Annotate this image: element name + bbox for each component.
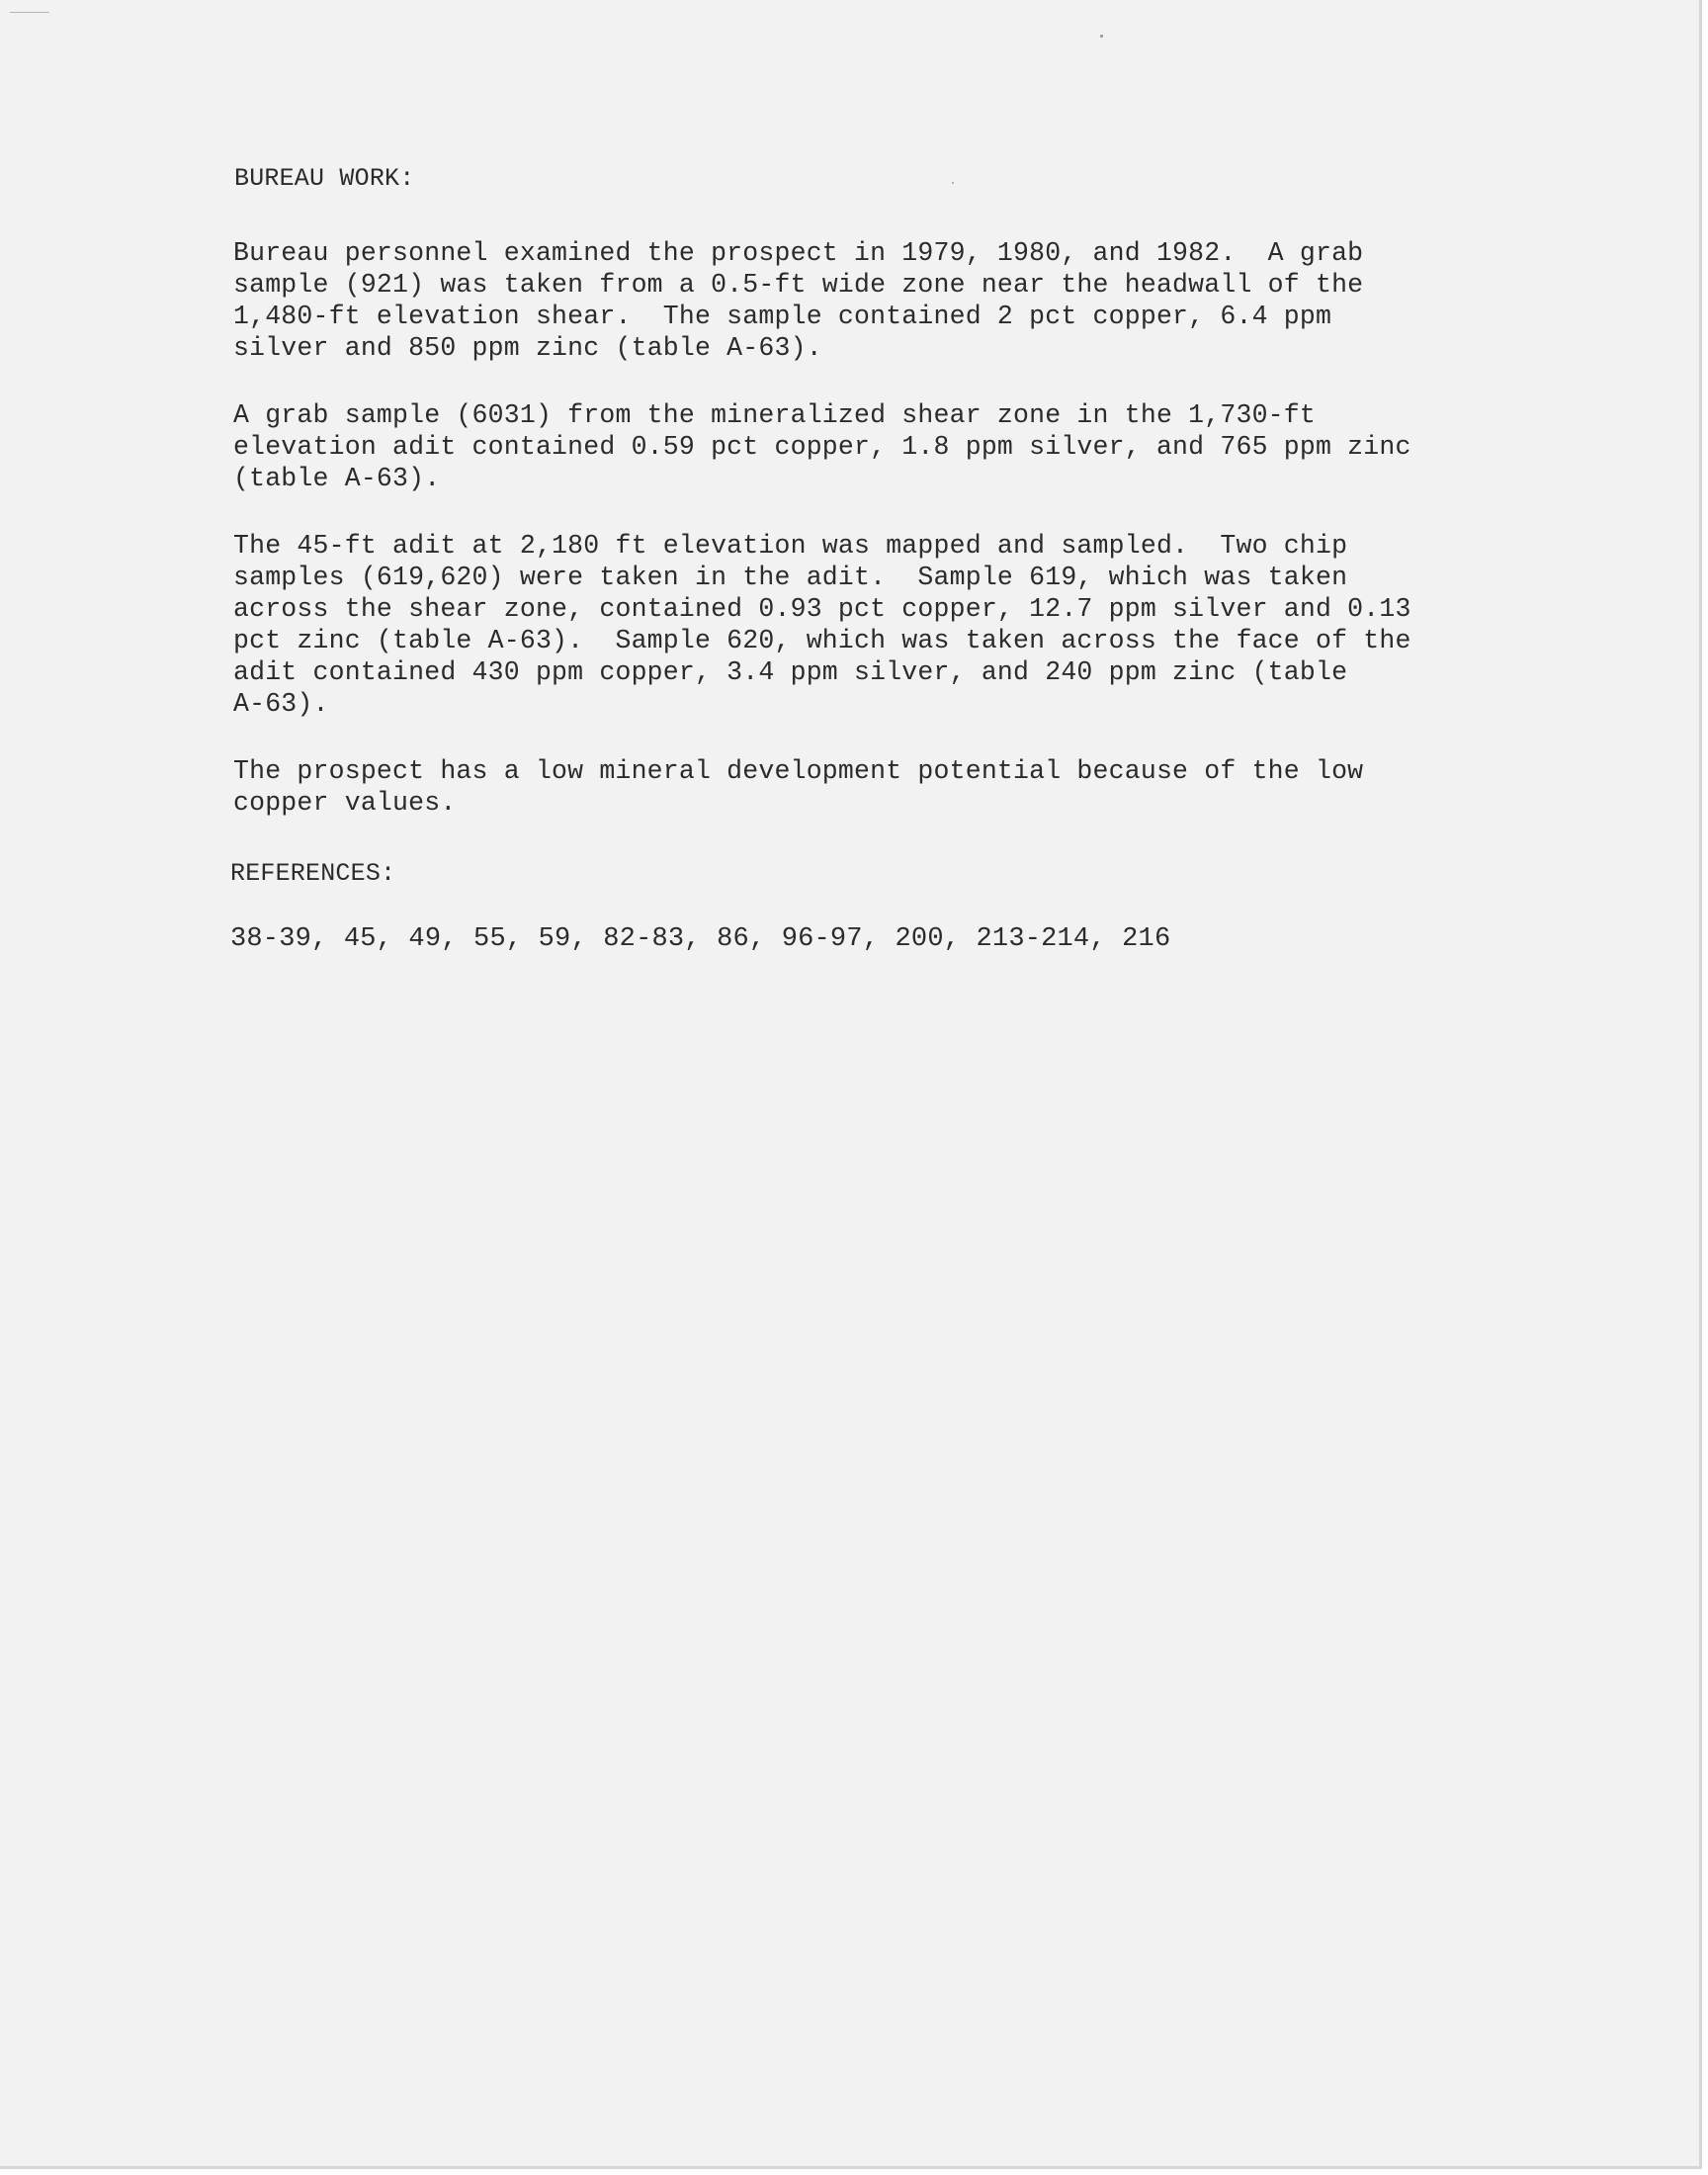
paragraph-grab-sample: A grab sample (6031) from the mineralized shear zone in the 1,730-ft elevation adit contained 0.59 pct copper, 1.8 ppm silver, and 765 ppm zinc (table A-63). (233, 400, 1411, 493)
document-body (230, 163, 1515, 955)
scan-speck (1100, 35, 1103, 38)
paragraph-sampling-history: Bureau personnel examined the prospect in 1979, 1980, and 1982. A grab sample (921) was taken from a 0.5-ft wide zone near the headwall of the 1,480-ft elevation shear. The sample contained 2 pct copper, 6.4 ppm silver and 850 ppm zinc (table A-63). (233, 238, 1364, 363)
scan-speck (10, 12, 49, 13)
references-list: 38-39, 45, 49, 55, 59, 82-83, 86, 96-97, 200, 213-214, 216 (230, 924, 1171, 954)
references-heading: REFERENCES: (230, 859, 396, 888)
bureau-work-heading: BUREAU WORK: (234, 164, 415, 193)
paragraph-adit-mapping: The 45-ft adit at 2,180 ft elevation was mapped and sampled. Two chip samples (619,620) were taken in the adit. Sample 619, which was taken across the shear zone, contained 0.93 pct copper, 12.7 ppm silver and 0.13 pct zinc (table A-63). Sample 620, which was taken across the face of the adit contained 430 ppm copper, 3.4 ppm silver, and 240 ppm zinc (table A-63). (233, 531, 1411, 719)
paragraph-conclusion: The prospect has a low mineral development potential because of the low copper values. (233, 756, 1364, 818)
